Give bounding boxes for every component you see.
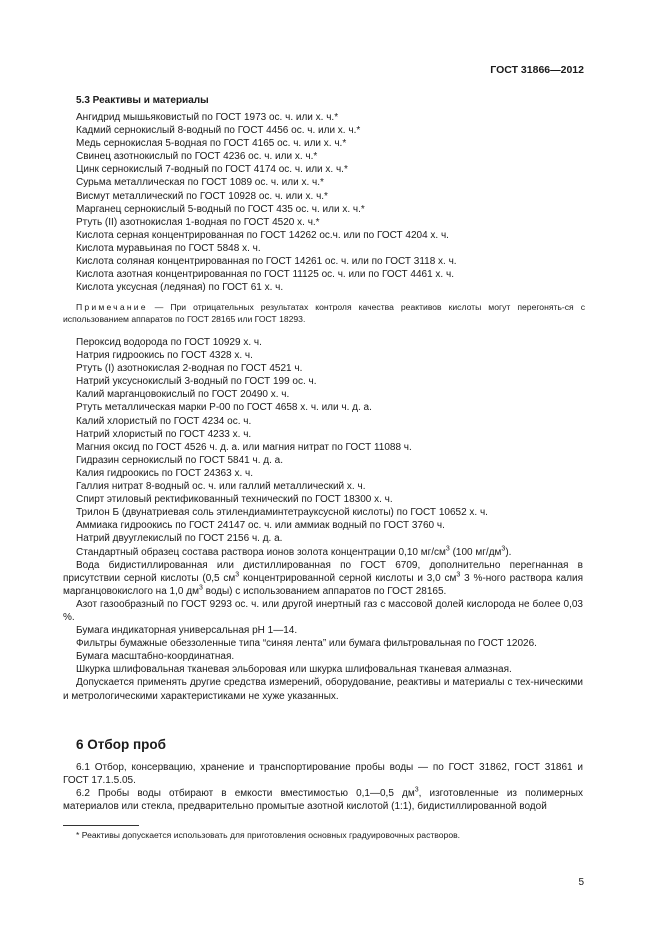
water-text: концентрированной серной кислоты и 3,0 см [239,572,457,584]
std-sample-text: (100 мг/дм [449,546,502,558]
std-sample-text: Стандартный образец состава раствора ионов золота концентрации 0,10 мг/см [76,546,446,558]
footnote-divider [63,825,139,826]
reagent-list-2 [63,336,583,703]
paragraph-text: 6.2 Пробы воды отбирают в емкости вместимостью 0,1—0,5 дм [76,788,415,800]
section-6-heading: 6 Отбор проб [76,737,166,752]
list-item: Натрий уксуснокислый 3-водный по ГОСТ 199 ос. ч. [76,376,317,388]
allowed-paragraph: Допускается применять другие средства измерений, оборудование, реактивы и материалы с тех-ническими и метрологическими характеристиками не хуже указанных. [63,677,583,702]
superscript: 3 [414,786,419,794]
section-6-body [63,761,583,813]
standard-sample-item [63,546,583,559]
note-text: — При отрицательных результатах контроля качества реактивов кислоты могут перегонять-ся с использованием аппаратов по ГОСТ 28165 или ГОСТ 18293. [63,302,585,324]
page-number: 5 [578,877,584,888]
water-text: 3 %-ного раствора калия марганцовокислого на 1,0 дм [63,572,583,597]
list-item: Пероксид водорода по ГОСТ 10929 х. ч. [76,337,262,348]
water-item [63,559,583,598]
std-sample-text: ). [505,546,512,558]
reagent-list-1 [63,111,583,294]
list-item: Аммиака гидроокись по ГОСТ 24147 ос. ч. или аммиак водный по ГОСТ 3760 ч. [76,520,445,532]
list-item: Натрий хлористый по ГОСТ 4233 х. ч. [76,428,252,440]
list-item: Кислота муравьиная по ГОСТ 5848 х. ч. [76,242,261,254]
footnote: * Реактивы допускается использовать для приготовления основных градуировочных растворов. [76,830,461,840]
superscript: 3 [235,571,240,579]
ph-paper-item: Бумага индикаторная универсальная рН 1—14. [76,625,298,637]
paragraph-text: , изготовленные из полимерных материалов или стекла, предварительно промытые азотной кислотой (1:1), бидистиллированной водой [63,788,583,813]
standard-header: ГОСТ 31866—2012 [490,64,584,76]
list-item: Ртуть (II) азотнокислая 1-водная по ГОСТ 4520 х. ч.* [76,216,320,228]
water-text: Вода бидистиллированная или дистиллированная по ГОСТ 6709, дополнительно перегнанная в присутствии серной кислоты (0,5 см [63,559,583,584]
list-item: Калия гидроокись по ГОСТ 24363 х. ч. [76,467,253,479]
list-item: Натрия гидроокись по ГОСТ 4328 х. ч. [76,350,253,362]
list-item: Ртуть металлическая марки Р-00 по ГОСТ 4658 х. ч. или ч. д. а. [76,402,372,414]
paragraph-6-2 [63,787,583,813]
superscript: 3 [501,545,506,553]
list-item: Ангидрид мышьяковистый по ГОСТ 1973 ос. ч. или х. ч.* [76,112,339,123]
list-item: Спирт этиловый ректификованный технический по ГОСТ 18300 х. ч. [76,494,393,506]
list-item: Кислота азотная концентрированная по ГОСТ 11125 ос. ч. или по ГОСТ 4461 х. ч. [76,269,454,281]
nitrogen-item: Азот газообразный по ГОСТ 9293 ос. ч. или другой инертный газ с массовой долей кислорода не более 0,03 %. [63,598,583,623]
sandpaper-item: Шкурка шлифовальная тканевая эльборовая или шкурка шлифовальная тканевая алмазная. [76,664,512,676]
list-item: Магния оксид по ГОСТ 4526 ч. д. а. или магния нитрат по ГОСТ 11088 ч. [76,441,412,453]
filters-item: Фильтры бумажные обеззоленные типа “синяя лента” или бумага фильтровальная по ГОСТ 12026. [76,638,537,650]
water-text: воды) с использованием аппаратов по ГОСТ 28165. [202,585,447,597]
list-item: Трилон Б (двунатриевая соль этилендиаминтетрауксусной кислоты) по ГОСТ 10652 х. ч. [76,507,488,519]
list-item: Натрий двууглекислый по ГОСТ 2156 ч. д. а. [76,533,283,545]
graph-paper-item: Бумага масштабно-координатная. [76,651,235,663]
list-item: Кадмий сернокислый 8-водный по ГОСТ 4456 ос. ч. или х. ч.* [76,125,361,137]
list-item: Калий хлористый по ГОСТ 4234 ос. ч. [76,415,252,427]
list-item: Висмут металлический по ГОСТ 10928 ос. ч. или х. ч.* [76,190,328,202]
list-item: Ртуть (I) азотнокислая 2-водная по ГОСТ 4521 ч. [76,363,303,375]
list-item: Калий марганцовокислый по ГОСТ 20490 х. ч. [76,389,290,401]
list-item: Цинк сернокислый 7-водный по ГОСТ 4174 ос. ч. или х. ч.* [76,164,348,176]
list-item: Свинец азотнокислый по ГОСТ 4236 ос. ч. или х. ч.* [76,151,318,163]
note-label: Примечание [76,302,148,312]
list-item: Гидразин сернокислый по ГОСТ 5841 ч. д. а. [76,454,283,466]
section-5-3-heading: 5.3 Реактивы и материалы [76,95,209,106]
note-paragraph [63,302,585,325]
superscript: 3 [198,584,203,592]
paragraph-6-1: 6.1 Отбор, консервацию, хранение и транспортирование пробы воды — по ГОСТ 31862, ГОСТ 31861 и ГОСТ 17.1.5.05. [63,762,583,787]
list-item: Кислота уксусная (ледяная) по ГОСТ 61 х. ч. [76,282,284,294]
list-item: Сурьма металлическая по ГОСТ 1089 ос. ч. или х. ч.* [76,177,324,189]
superscript: 3 [456,571,461,579]
list-item: Кислота соляная концентрированная по ГОСТ 14261 ос. ч. или по ГОСТ 3118 х. ч. [76,256,457,268]
list-item: Марганец сернокислый 5-водный по ГОСТ 435 ос. ч. или х. ч.* [76,203,365,215]
list-item: Медь сернокислая 5-водная по ГОСТ 4165 ос. ч. или х. ч.* [76,138,347,150]
superscript: 3 [445,545,450,553]
list-item: Кислота серная концентрированная по ГОСТ 14262 ос.ч. или по ГОСТ 4204 х. ч. [76,229,449,241]
list-item: Галлия нитрат 8-водный ос. ч. или галлий металлический х. ч. [76,481,366,493]
